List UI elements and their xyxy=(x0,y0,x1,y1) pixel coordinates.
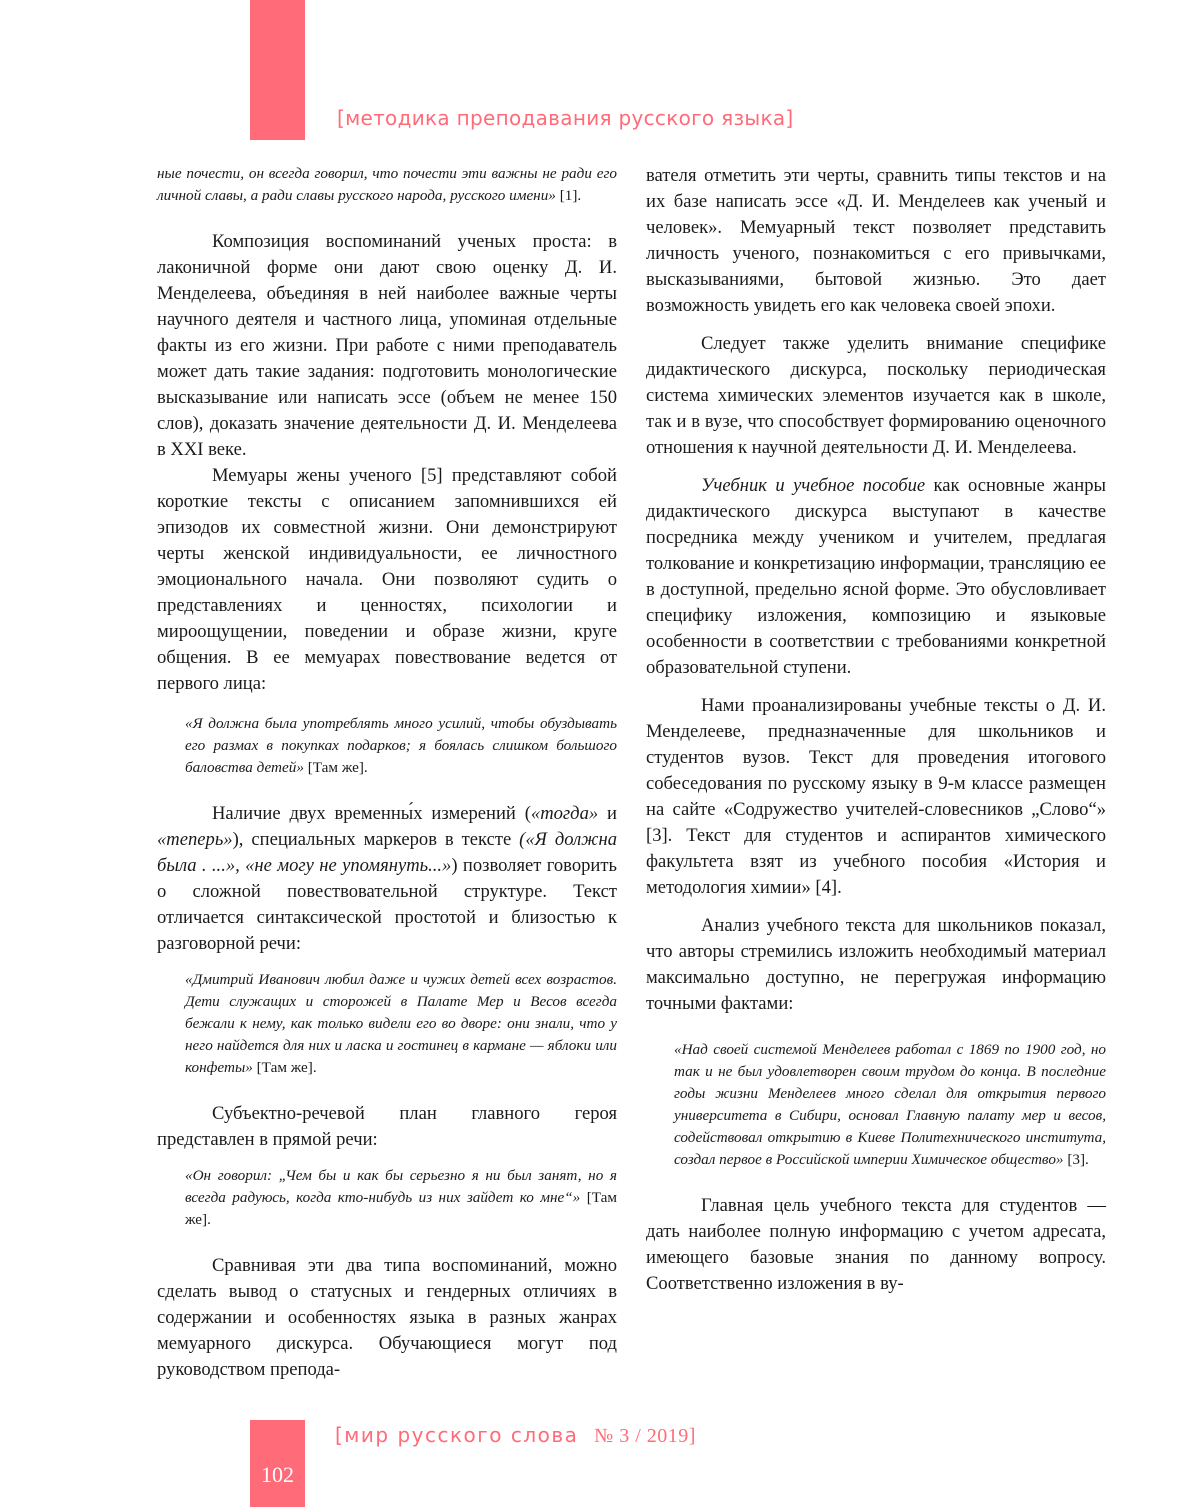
journal-title xyxy=(335,1423,696,1448)
header-accent-bar xyxy=(250,0,305,140)
quote-he-said xyxy=(157,1165,617,1231)
quote-reference: [1]. xyxy=(555,187,582,204)
text-span: и xyxy=(598,803,617,824)
right-column xyxy=(646,163,1106,1297)
quote-textbook xyxy=(646,1039,1106,1171)
paragraph-speech-plan: Субъектно-речевой план главного героя представлен в прямой речи: xyxy=(157,1103,617,1150)
paragraph-comparison: Сравнивая эти два типа воспоминаний, можно сделать вывод о статусных и гендерных отличиях в содержании и особенностях языка в разных жанрах мемуарного дискурса. Обучающиеся могут под руководством препода- xyxy=(157,1255,617,1380)
paragraph-analysis: Нами проанализированы учебные тексты о Д. И. Менделееве, предназначенные для школьников и студентов вузов. Текст для проведения итогового собеседования по русскому языку в 9-м классе размещен на сайте «Содружество учителей-словесников „Слово“» [3]. Текст для студентов и аспирантов химического факультета взят из учебного пособия «История и методология химии» [4]. xyxy=(646,695,1106,898)
quote-text: «Я должна была употреблять много усилий, чтобы обуздывать его размах в покупках подарков; я боялась слишком большого баловства детей» xyxy=(185,715,617,776)
text-span: как основные жанры дидактического дискурса выступают в качестве посредника между учеником и учителем, предлагая толкование и конкретизацию информации, трансляцию ее в доступной, предельно ясной форме. Это обусловливает специфику изложения, композицию и языковые особенности в соответствии с требованиями конкретной образовательной ступени. xyxy=(646,475,1107,678)
text-span: ), специальных маркеров в тексте xyxy=(232,829,520,850)
left-column xyxy=(157,163,617,1383)
paragraph-didactic: Следует также уделить внимание специфике дидактического дискурса, поскольку периодическая система химических элементов изучается как в школе, так и в вузе, что способствует формированию оценочного отношения к научной деятельности Д. И. Менделеева. xyxy=(646,333,1106,458)
italic-span: «тогда» xyxy=(530,803,599,824)
quote-text: «Над своей системой Менделеев работал с 1869 по 1900 год, но так и не был удовлетворен своим трудом до конца. В последние годы жизни Менделеев много сделал для открытия первого университета в Сибири, основал Главную палату мер и весов, содействовал открытию в Киеве Политехнического института, создал первое в Российской империи Химическое общество» xyxy=(674,1041,1106,1168)
journal-section-title: [методика преподавания русского языка] xyxy=(337,106,794,130)
quote-reference: [3]. xyxy=(1063,1151,1089,1168)
paragraph-time-dimensions xyxy=(157,801,617,957)
page-number: 102 xyxy=(261,1462,294,1487)
quote-text: «Он говорил: „Чем бы и как бы серьезно я ни был занят, но я всегда радуюсь, когда кто-нибудь из них зайдет ко мне“» xyxy=(185,1167,617,1206)
paragraph-composition: Композиция воспоминаний ученых проста: в лаконичной форме они дают свою оценку Д. И. Менделеева, объединяя в ней наиболее важные черты научного деятеля и частного лица, упоминая отдельные факты из его жизни. При работе с ними преподаватель может дать такие задания: подготовить монологические высказывание или написать эссе (объем не менее 150 слов), доказать значение деятельности Д. И. Менделеева в XXI веке. xyxy=(157,231,617,460)
paragraph-memoirs: Мемуары жены ученого [5] представляют собой короткие тексты с описанием запомнившихся ей эпизодов их совместной жизни. Они демонстрируют черты женской индивидуальности, ее личностного эмоционального начала. Они позволяют судить о представлениях и ценностях, психологии и мироощущении, поведении и образе жизни, круге общения. В ее мемуарах повествование ведется от первого лица: xyxy=(157,465,617,694)
text-span: ) позволяет говорить о сложной повествовательной структуре. Текст отличается синтаксической простотой и близостью к разговорной речи: xyxy=(157,855,617,954)
paragraph-continuation: вателя отметить эти черты, сравнить типы текстов и на их базе написать эссе «Д. И. Менделеев как ученый и человек». Мемуарный текст позволяет представить личность ученого, познакомиться с его привычками, высказываниями, бытовой жизнью. Это дает возможность увидеть его как человека своей эпохи. xyxy=(646,165,1106,316)
quote-text: ные почести, он всегда говорил, что почести эти важны не ради его личной славы, а ради славы русского народа, русского имени» xyxy=(157,165,617,204)
italic-span: «теперь» xyxy=(157,829,233,850)
journal-issue: № 3 / 2019] xyxy=(594,1425,696,1447)
italic-span: («Я должна была . ...», «не могу не упомянуть...» xyxy=(157,829,617,876)
text-span: Наличие двух временны́х измерений ( xyxy=(212,803,531,824)
quote-reference: [Там же]. xyxy=(185,1189,618,1228)
quote-reference: [Там же]. xyxy=(303,759,368,776)
journal-name: [мир русского слова xyxy=(335,1423,579,1447)
paragraph-student-goal: Главная цель учебного текста для студентов — дать наиболее полную информацию с учетом адресата, имеющего базовые знания по данному вопросу. Соответственно изложения в ву- xyxy=(646,1195,1106,1294)
quote-text: «Дмитрий Иванович любил даже и чужих детей всех возрастов. Дети служащих и сторожей в Палате Мер и Весов всегда бежали к нему, как только видели его во дворе: они знали, что у него найдется для них и ласка и гостинец в кармане — яблоки или конфеты» xyxy=(185,971,617,1076)
quote-continuation xyxy=(157,163,617,207)
quote-reference: [Там же]. xyxy=(252,1059,317,1076)
quote-wife xyxy=(157,713,617,779)
quote-children xyxy=(157,969,617,1079)
paragraph-school-text: Анализ учебного текста для школьников показал, что авторы стремились изложить необходимый материал максимально доступно, не перегружая информацию точными фактами: xyxy=(646,915,1106,1014)
italic-span: Учебник и учебное пособие xyxy=(701,475,926,496)
paragraph-textbook xyxy=(646,473,1106,681)
